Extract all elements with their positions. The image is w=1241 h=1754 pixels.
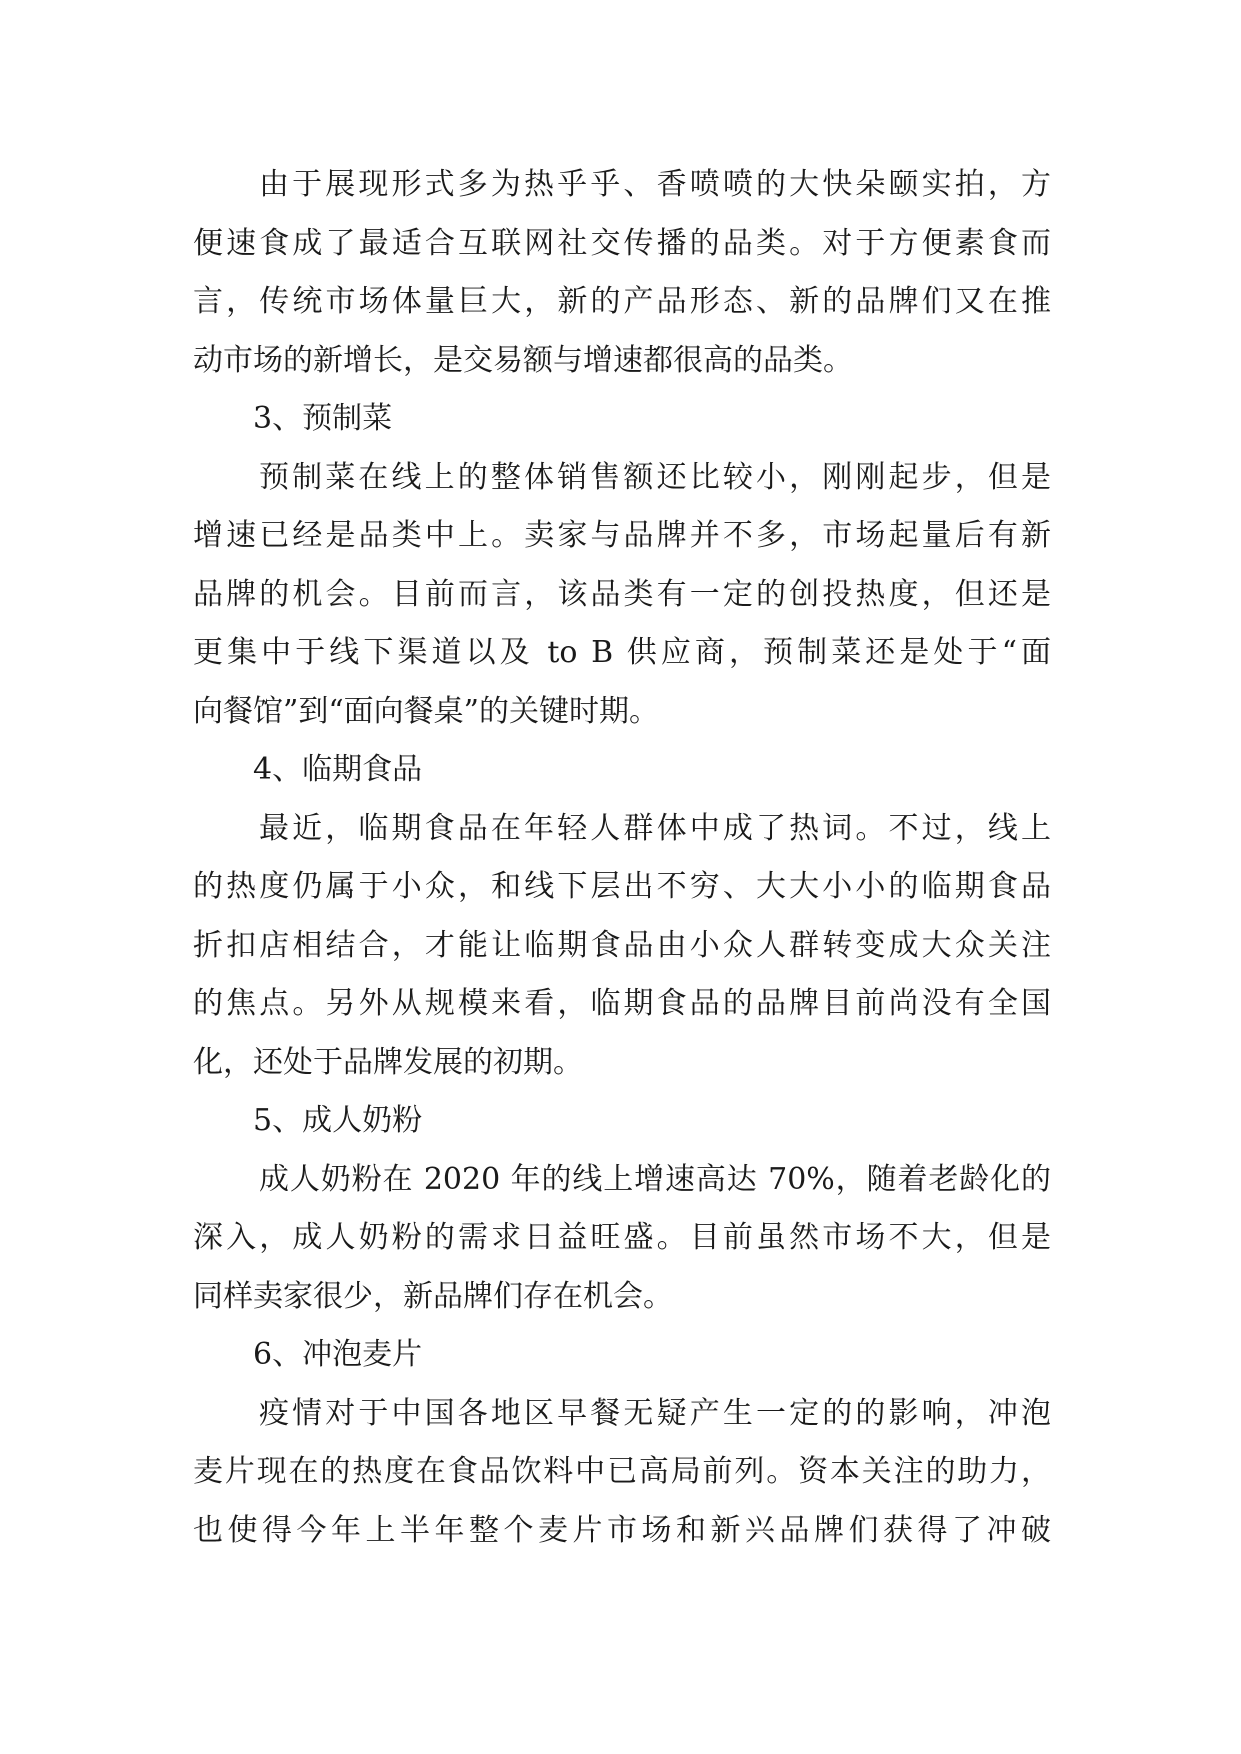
section-heading: 5、成人奶粉: [253, 1103, 423, 1138]
text-line: 深入，成人奶粉的需求日益旺盛。目前虽然市场不大，但是: [193, 1220, 1051, 1255]
paragraph: [193, 1385, 1051, 1561]
text-line: 的热度仍属于小众，和线下层出不穷、大大小小的临期食品: [193, 869, 1051, 904]
text-line: 增速已经是品类中上。卖家与品牌并不多，市场起量后有新: [193, 518, 1051, 553]
text-line: 预制菜在线上的整体销售额还比较小，刚刚起步，但是: [259, 459, 1051, 495]
text-line: 言，传统市场体量巨大，新的产品形态、新的品牌们又在推: [193, 284, 1051, 319]
text-line: 由于展现形式多为热乎乎、香喷喷的大快朵颐实拍，方: [259, 167, 1051, 202]
text-line: 麦片现在的热度在食品饮料中已高局前列。资本关注的助力，: [193, 1454, 1051, 1489]
text-line: 动市场的新增长，是交易额与增速都很高的品类。: [193, 342, 853, 378]
text-line: 向餐馆”到“面向餐桌”的关键时期。: [193, 693, 660, 729]
text-line: 品牌的机会。目前而言，该品类有一定的创投热度，但还是: [193, 576, 1051, 612]
text-line: 疫情对于中国各地区早餐无疑产生一定的的影响，冲泡: [259, 1395, 1051, 1431]
text-line: 同样卖家很少，新品牌们存在机会。: [193, 1278, 673, 1314]
text-line: 折扣店相结合，才能让临期食品由小众人群转变成大众关注: [193, 927, 1051, 963]
paragraph: [193, 449, 1051, 742]
text-line: 化，还处于品牌发展的初期。: [193, 1044, 583, 1080]
document-body: [193, 156, 1051, 1560]
text-line: 最近，临期食品在年轻人群体中成了热词。不过，线上: [259, 810, 1051, 846]
text-line: 更集中于线下渠道以及 to B 供应商，预制菜还是处于“面: [193, 635, 1051, 670]
paragraph: [193, 800, 1051, 1093]
text-line: 的焦点。另外从规模来看，临期食品的品牌目前尚没有全国: [193, 986, 1051, 1021]
section-heading: 3、预制菜: [253, 401, 393, 436]
text-line: 也使得今年上半年整个麦片市场和新兴品牌们获得了冲破: [193, 1512, 1051, 1548]
text-line: 成人奶粉在 2020 年的线上增速高达 70%，随着老龄化的: [259, 1161, 1051, 1197]
text-line: 便速食成了最适合互联网社交传播的品类。对于方便素食而: [193, 225, 1051, 261]
section-heading: 6、冲泡麦片: [253, 1337, 423, 1372]
section-heading: 4、临期食品: [253, 752, 423, 787]
paragraph: [193, 156, 1051, 390]
paragraph: [193, 1151, 1051, 1327]
